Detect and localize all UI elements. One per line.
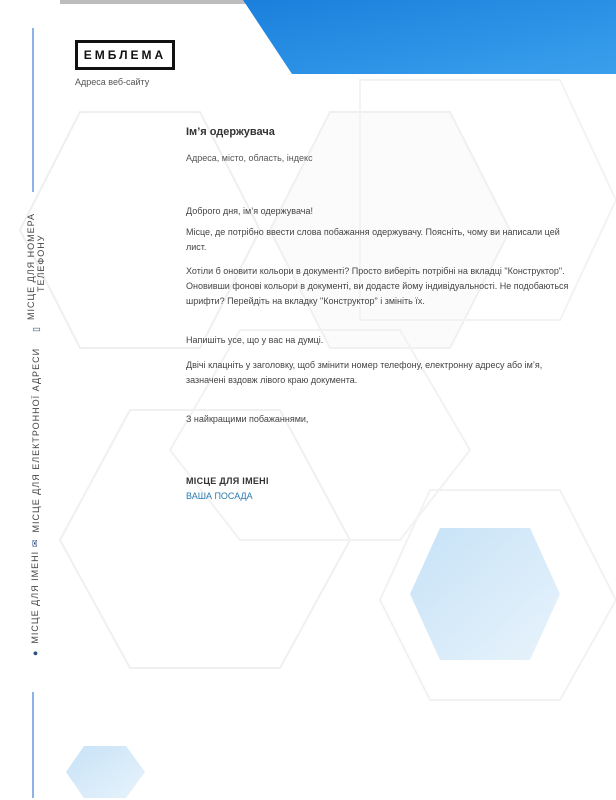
recipient-name[interactable]: Ім’я одержувача (186, 126, 275, 138)
paragraph-4[interactable]: Двічі клацніть у заголовку, щоб змінити номер телефону, електронну адресу або ім’я, зазначені вздовж лівого краю документа. (186, 360, 543, 385)
paragraph-2[interactable]: Хотіли б оновити кольори в документі? Просто виберіть потрібні на вкладці "Конструктор". Оновивши фонові кольори в документі, ви додасте йому індивідуальності. Не подобаються шрифти? Перейдіть на вкладку "Конструктор" і змініть їх. (186, 266, 569, 306)
sidebar-accent-line-bottom (32, 692, 34, 798)
closing[interactable]: З найкращими побажаннями, (186, 414, 309, 424)
sidebar-phone[interactable] (26, 213, 46, 332)
logo-label: ЕМБЛЕМА (83, 48, 167, 62)
phone-icon: ▯ (30, 326, 41, 332)
greeting[interactable]: Доброго дня, ім’я одержувача! (186, 206, 313, 216)
sidebar-email[interactable] (30, 348, 41, 547)
paragraph-1[interactable]: Місце, де потрібно ввести слова побажання одержувачу. Поясніть, чому ви написали цей лист. (186, 227, 560, 252)
paragraph-3[interactable]: Напишіть усе, що у вас на думці. (186, 335, 324, 345)
logo-placeholder[interactable] (75, 40, 175, 70)
sidebar-phone-text (26, 213, 46, 320)
sidebar-phone-label-2: ТЕЛЕФОНУ (36, 234, 46, 293)
recipient-address[interactable]: Адреса, місто, область, індекс (186, 153, 313, 163)
sidebar-name[interactable] (30, 551, 40, 656)
signature-name[interactable]: МІСЦЕ ДЛЯ ІМЕНІ (186, 476, 269, 486)
website-address[interactable]: Адреса веб-сайту (75, 77, 150, 87)
sidebar-phone-label: МІСЦЕ ДЛЯ НОМЕРА (26, 212, 36, 321)
signature-title[interactable]: ВАША ПОСАДА (186, 491, 253, 501)
person-icon: ● (30, 649, 40, 656)
sidebar-email-label: МІСЦЕ ДЛЯ ЕЛЕКТРОННОЇ АДРЕСИ (30, 347, 41, 533)
email-icon: ✉ (30, 538, 40, 547)
sidebar-accent-line-top (32, 28, 34, 192)
sidebar-name-label: МІСЦЕ ДЛЯ ІМЕНІ (30, 550, 40, 644)
